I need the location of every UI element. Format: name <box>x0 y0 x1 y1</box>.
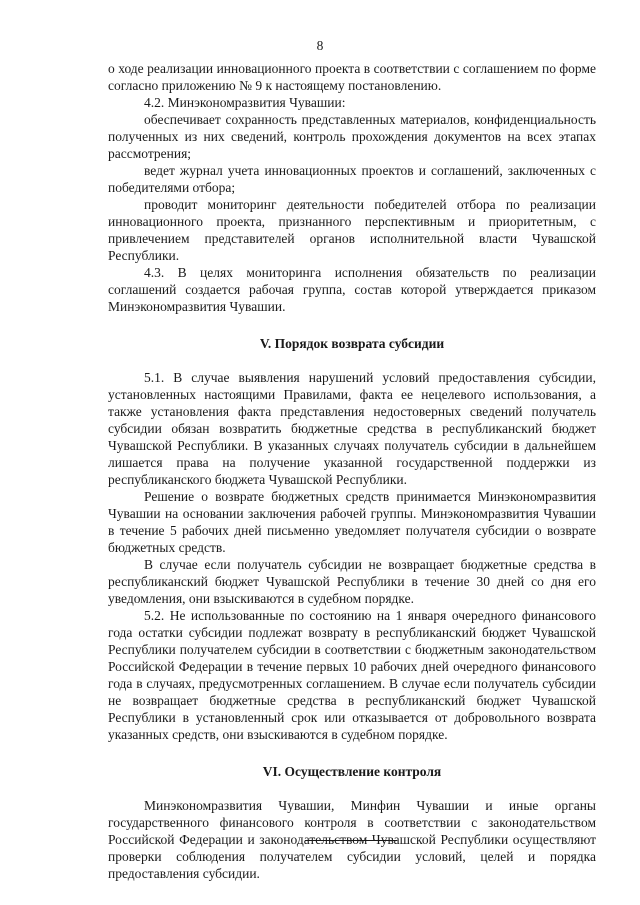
section-5-body <box>108 369 596 743</box>
paragraph: ведет журнал учета инновационных проектов и соглашений, заключенных с победителями отбора; <box>108 163 596 195</box>
paragraph: 4.2. Минэкономразвития Чувашии: <box>144 95 346 110</box>
end-of-document-rule <box>305 840 397 841</box>
paragraph: 5.1. В случае выявления нарушений условий предоставления субсидии, установленных настоящими Правилами, факта ее нецелевого использования, а также установления факта представления недостоверных сведений получатель субсидии обязан возвратить бюджетные средства в республиканский бюджет Чувашской Республики. В указанных случаях получатель субсидии в дальнейшем лишается права на получение указанной государственной поддержки из республиканского бюджета Чувашской Республики. <box>108 370 596 487</box>
section-5-heading: V. Порядок возврата субсидии <box>259 336 445 351</box>
paragraph: о ходе реализации инновационного проекта в соответствии с соглашением по форме согласно приложению № 9 к настоящему постановлению. <box>108 61 596 93</box>
paragraph: 5.2. Не использованные по состоянию на 1 января очередного финансового года остатки субсидии подлежат возврату в республиканский бюджет Чувашской Республики получателем субсидии в соответствии с бюджетным законодательством Российской Федерации в течение первых 10 рабочих дней очередного финансового года в случаях, предусмотренных соглашением. В случае если получатель субсидии не возвращает бюджетные средства в республиканский бюджет Чувашской Республики в установленный срок или отказывается от добровольного возврата указанных средств, они взыскиваются в судебном порядке. <box>108 608 596 742</box>
section-6-heading: VI. Осуществление контроля <box>262 764 442 779</box>
section-4-continuation <box>108 60 596 315</box>
page-number: 8 <box>316 38 324 53</box>
paragraph: обеспечивает сохранность представленных материалов, конфиденциальность полученных из них сведений, контроль прохождения документов на всех этапах рассмотрения; <box>108 112 596 161</box>
paragraph: Минэкономразвития Чувашии, Минфин Чувашии и иные органы государственного финансового контроля в соответствии с законодательством Российской Федерации и законодательством Чувашской Республики осуществляют проверки соблюдения получателем субсидии условий, целей и порядка предоставления субсидии. <box>108 798 596 881</box>
paragraph: В случае если получатель субсидии не возвращает бюджетные средства в республиканский бюджет Чувашской Республики в течение 30 дней со дня его уведомления, они взыскиваются в судебном порядке. <box>108 557 596 606</box>
paragraph: Решение о возврате бюджетных средств принимается Минэкономразвития Чувашии на основании заключения рабочей группы. Минэкономразвития Чувашии в течение 5 рабочих дней письменно уведомляет получателя субсидии о возврате бюджетных средств. <box>108 489 596 555</box>
document-body <box>108 60 596 882</box>
paragraph: проводит мониторинг деятельности победителей отбора по реализации инновационного проекта, признанного перспективным и приоритетным, с привлечением представителей органов исполнительной власти Чувашской Республики. <box>108 197 596 263</box>
paragraph: 4.3. В целях мониторинга исполнения обязательств по реализации соглашений создается рабочая группа, состав которой утверждается приказом Минэкономразвития Чувашии. <box>108 265 596 314</box>
